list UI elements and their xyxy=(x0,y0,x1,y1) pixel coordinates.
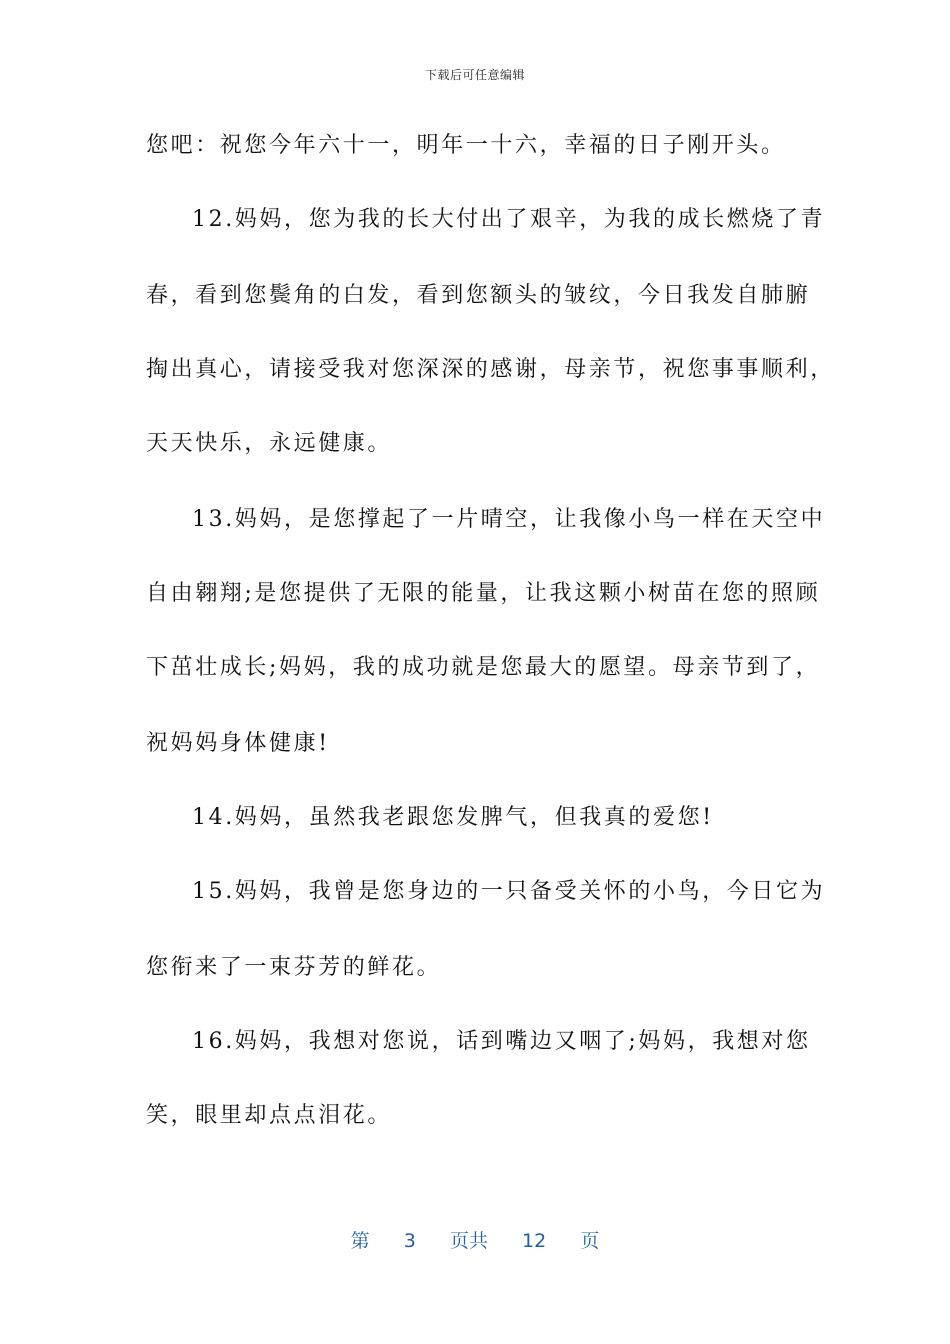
page-footer xyxy=(0,1226,950,1253)
text-line: 您衔来了一束芬芳的鲜花。 xyxy=(146,955,442,980)
page-label: 第 xyxy=(350,1230,370,1252)
text-line: 您吧：祝您今年六十一，明年一十六，幸福的日子刚开头。 xyxy=(146,133,786,158)
text-line: 16.妈妈，我想对您说，话到嘴边又咽了;妈妈，我想对您 xyxy=(192,1029,811,1054)
text-line: 13.妈妈，是您撑起了一片晴空，让我像小鸟一样在天空中 xyxy=(192,507,826,532)
text-line: 15.妈妈，我曾是您身边的一只备受关怀的小鸟，今日它为 xyxy=(192,879,826,904)
current-page-number: 3 xyxy=(403,1230,416,1252)
text-line: 自由翱翔;是您提供了无限的能量，让我这颗小树苗在您的照顾 xyxy=(146,581,821,606)
page-suffix: 页 xyxy=(580,1230,600,1252)
text-line: 天天快乐，永远健康。 xyxy=(146,431,393,456)
header-note: 下载后可任意编辑 xyxy=(424,68,525,82)
text-line: 12.妈妈，您为我的长大付出了艰辛，为我的成长燃烧了青 xyxy=(192,207,826,232)
total-pages-number: 12 xyxy=(522,1230,547,1252)
page-word: 页共 xyxy=(449,1230,488,1252)
text-line: 笑，眼里却点点泪花。 xyxy=(146,1103,393,1128)
text-line: 春，看到您鬓角的白发，看到您额头的皱纹，今日我发自肺腑 xyxy=(146,283,811,308)
text-line: 下茁壮成长;妈妈，我的成功就是您最大的愿望。母亲节到了， xyxy=(146,655,821,680)
text-line: 掏出真心，请接受我对您深深的感谢，母亲节，祝您事事顺利， xyxy=(146,357,835,382)
text-line: 14.妈妈，虽然我老跟您发脾气，但我真的爱您! xyxy=(192,805,714,830)
text-line: 祝妈妈身体健康! xyxy=(146,731,330,756)
